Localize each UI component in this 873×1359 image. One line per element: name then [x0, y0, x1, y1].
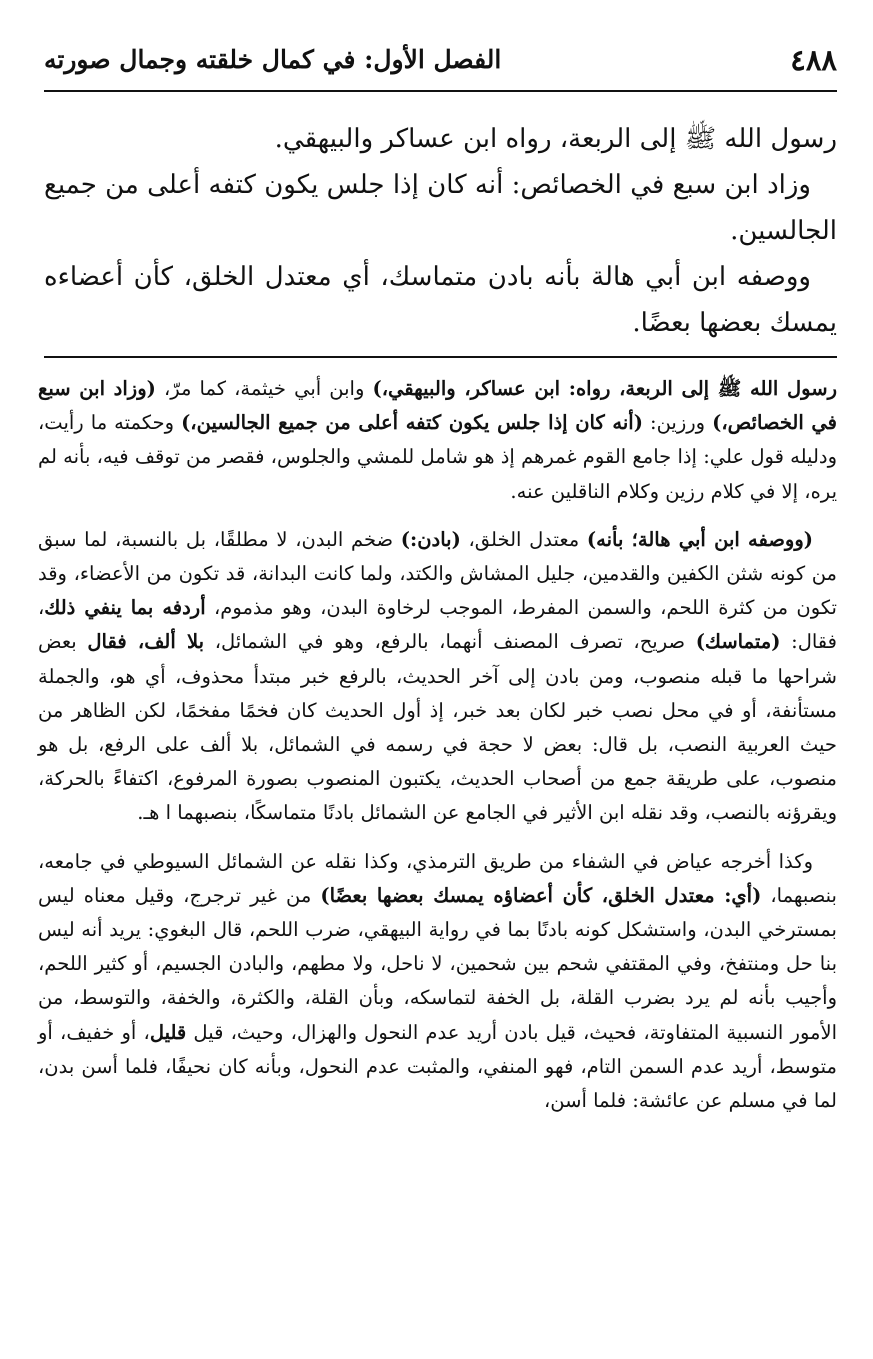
section-divider — [44, 356, 837, 358]
commentary-paragraph-1 — [38, 372, 837, 509]
commentary-segment: ضخم البدن، لا مطلقًا، بل بالنسبة، لما سبق من كونه شثن الكفين والقدمين، جليل المشاش والكتد، ولما كانت البدانة، قد تكون من الأعضاء، وقد تكون من كثرة اللحم، والسمن المفرط، الموجب لرخاوة البدن، وهو مذموم، — [38, 527, 837, 620]
commentary-segment: (ووصفه ابن أبي هالة؛ بأنه) — [586, 527, 813, 551]
commentary-segment: بلا ألف، فقال — [87, 630, 205, 654]
main-text — [44, 116, 837, 346]
commentary-segment: (أنه كان إذا جلس يكون كتفه أعلى من جميع الجالسين،) — [181, 411, 643, 435]
commentary-segment: ورزين: — [642, 411, 713, 435]
commentary-segment: (متماسك) — [695, 630, 781, 654]
commentary-segment: بعض شراحها ما قبله منصوب، ومن بادن إلى آخر الحديث، بالرفع خبر مبتدأ محذوف، أي هو، والجملة مستأنفة، أو في محل نصب خبر لكان بعد خبر، إذ أول الحديث كان فخمًا مفخمًا، لكن الظاهر من حيث العربية النصب، بل قال: بعض لا حجة في رسمه في الشمائل، بلا ألف على الرفع، بل هو منصوب، على طريقة جمع من أصحاب الحديث، يكتبون المنصوب بصورة المرفوع، اكتفاءً بالحركة، ويقرؤنه بالنصب، وقد نقله ابن الأثير في الجامع عن الشمائل بادنًا متماسكًا، بنصبهما ا هـ. — [38, 630, 837, 825]
commentary-paragraph-3 — [38, 845, 837, 1119]
commentary-segment: صريح، تصرف المصنف أنهما، بالرفع، وهو في الشمائل، — [204, 630, 696, 654]
commentary-segment: معتدل الخلق، — [460, 527, 587, 551]
commentary-segment: وابن أبي خيثمة، كما مرّ، — [155, 377, 373, 400]
main-paragraph-3: ووصفه ابن أبي هالة بأنه بادن متماسك، أي معتدل الخلق، كأن أعضاءه يمسك بعضها بعضًا. — [44, 262, 837, 338]
commentary-segment: (بادن:) — [400, 527, 461, 551]
commentary-segment: رسول الله ﷺ إلى الربعة، رواه: ابن عساكر، والبيهقي،) — [372, 377, 837, 400]
commentary-paragraph-2 — [38, 523, 837, 831]
commentary-segment: ، أو خفيف، أو متوسط، أريد عدم السمن التام، فهو المنفي، والمثبت عدم النحول، وبأنه كان نحيفًا، فلما أسن بدن، لما في مسلم عن عائشة: فلما أسن، — [38, 1020, 837, 1113]
page-header — [44, 42, 837, 92]
commentary — [38, 372, 837, 1118]
commentary-segment: وحكمته ما رأيت، ودليله قول علي: إذا جامع القوم غمرهم إذ هو شامل للمشي والجلوس، فقصر من توقف فيه، بأنه لم يره، إلا في كلام رزين وكلام الناقلين عنه. — [38, 411, 837, 503]
commentary-segment: وكذا أخرجه عياض في الشفاء من طريق الترمذي، وكذا نقله عن الشمائل السيوطي في جامعه، بنصبهما، — [38, 849, 837, 907]
commentary-segment: من غير ترجرج، وقيل معناه ليس بمسترخي البدن، واستشكل كونه بادنًا بما في رواية البيهقي، ضرب اللحم، قال البغوي: يريد أنه ليس بنا حل ومنتفخ، وفي المقتفي شحم بين شحمين، لا ناحل، ولا مطهم، والبادن الجسيم، أو كثير اللحم، وأجيب بأنه لم يرد بضرب القلة، بل الخفة لتماسكه، وبأن القلة، والكثرة، والخفة، والتوسط، من الأمور النسبية المتفاوتة، فحيث، قيل بادن أريد عدم النحول والهزال، وحيث، قيل — [38, 883, 838, 1044]
main-paragraph-1: رسول الله ﷺ إلى الربعة، رواه ابن عساكر والبيهقي. — [274, 124, 837, 154]
commentary-segment: قليل — [149, 1020, 187, 1044]
commentary-segment: (أي: معتدل الخلق، كأن أعضاؤه يمسك بعضها بعضًا) — [320, 883, 762, 907]
main-paragraph-2: وزاد ابن سبع في الخصائص: أنه كان إذا جلس يكون كتفه أعلى من جميع الجالسين. — [44, 170, 837, 246]
commentary-segment: (وزاد ابن سبع في الخصائص،) — [38, 377, 837, 435]
page-number: ٤٨٨ — [790, 43, 837, 77]
commentary-segment: ، فقال: — [38, 596, 837, 654]
chapter-title: الفصل الأول: في كمال خلقته وجمال صورته — [44, 45, 502, 74]
commentary-segment: أردفه بما ينفي ذلك — [44, 596, 206, 620]
